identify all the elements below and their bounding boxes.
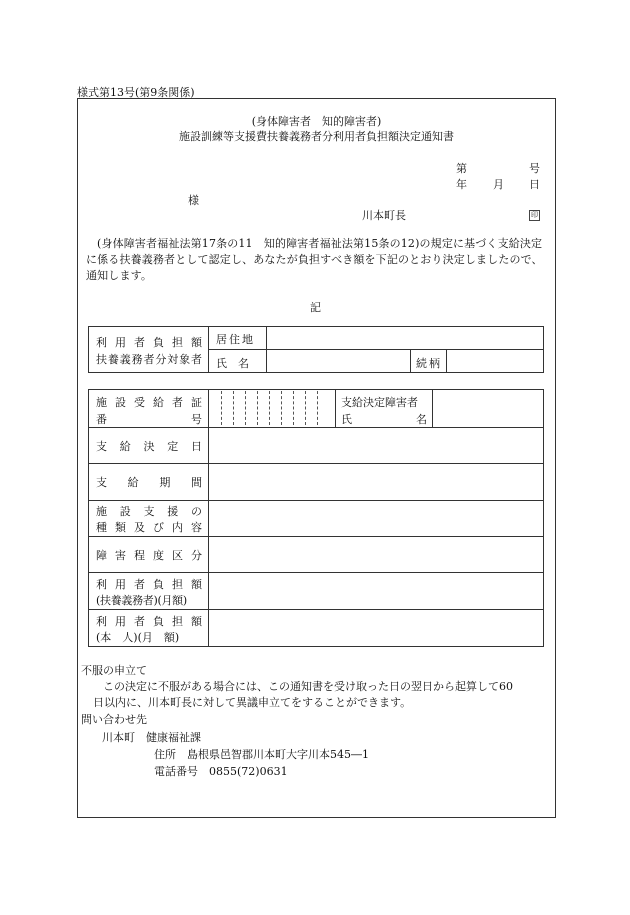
contact-phone: 電話番号 0855(72)0631	[154, 765, 288, 778]
document-subtitle: (身体障害者 知的障害者)	[251, 115, 382, 128]
guardian-burden-label-line1: 利 用 者 負 担 額	[96, 578, 202, 591]
service-type-label-line2: 種 類 及 び 内 容	[96, 521, 202, 534]
cert-label-line1: 施 設 受 給 者 証	[96, 396, 202, 409]
intro-paragraph: (身体障害者福祉法第17条の11 知的障害者福祉法第15条の12)の規定に基づく支給決定に係る扶養義務者として認定し、あなたが負担すべき額を下記のとおり決定しましたので、通知します。	[86, 237, 543, 282]
guardian-burden-label-line2: (扶養義務者)(月額)	[96, 594, 187, 607]
date-day-label: 日	[529, 178, 540, 191]
seal-mark	[529, 207, 540, 221]
issuer: 川本町長	[362, 209, 406, 222]
document-title: 施設訓練等支援費扶養義務者分利用者負担額決定通知書	[179, 130, 454, 143]
ki-mark: 記	[310, 301, 321, 314]
payment-period-label: 支 給 期 間	[96, 476, 202, 489]
target-label-line2: 扶 養 義 務 者 分 対 象 者	[96, 353, 202, 366]
target-label-line1: 利 用 者 負 担 額	[96, 336, 202, 349]
self-burden-field[interactable]	[210, 611, 542, 646]
service-type-field[interactable]	[210, 502, 542, 535]
appeal-line1: この決定に不服がある場合には、この通知書を受け取った日の翌日から起算して60	[103, 680, 513, 693]
self-burden-label-line1: 利 用 者 負 担 額	[96, 615, 202, 628]
disabled-person-label: 支給決定障害者	[341, 396, 418, 409]
self-burden-label-line2: (本 人)(月 額)	[96, 631, 180, 644]
relation-field[interactable]	[448, 351, 542, 371]
disability-level-field[interactable]	[210, 538, 542, 571]
decision-date-label: 支 給 決 定 日	[96, 440, 202, 453]
cert-label-ban: 番	[96, 413, 107, 426]
ref-dai: 第	[456, 162, 467, 175]
contact-address: 住所 島根県邑智郡川本町大字川本545―1	[154, 748, 369, 761]
seal-icon: 印	[531, 211, 538, 219]
address-field[interactable]	[268, 328, 542, 347]
contact-heading: 問い合わせ先	[81, 713, 147, 726]
disabled-label-shi: 氏	[341, 413, 352, 426]
name-field[interactable]	[268, 351, 408, 371]
relation-label: 続柄	[416, 357, 442, 370]
form-number: 様式第13号(第9条関係)	[77, 86, 195, 99]
service-type-label-line1: 施 設 支 援 の	[96, 505, 202, 518]
disability-level-label: 障 害 程 度 区 分	[96, 549, 202, 562]
address-label: 居住地	[216, 333, 255, 346]
cert-label-go: 号	[191, 413, 202, 426]
contact-org: 川本町 健康福祉課	[102, 731, 201, 744]
guardian-burden-field[interactable]	[210, 574, 542, 608]
date-year-label: 年	[456, 178, 467, 191]
date-month-label: 月	[493, 178, 504, 191]
addressee-suffix: 様	[188, 194, 199, 207]
decision-date-field[interactable]	[210, 429, 542, 462]
name-label: 氏 名	[216, 357, 249, 370]
disabled-label-mei: 名	[416, 413, 427, 426]
ref-go: 号	[529, 162, 540, 175]
appeal-heading: 不服の申立て	[81, 664, 147, 677]
payment-period-field[interactable]	[210, 465, 542, 499]
appeal-line2: 日以内に、川本町長に対して異議申立てをすることができます。	[93, 696, 412, 709]
certificate-number-field[interactable]	[210, 391, 334, 425]
disabled-person-name-field[interactable]	[434, 391, 542, 425]
